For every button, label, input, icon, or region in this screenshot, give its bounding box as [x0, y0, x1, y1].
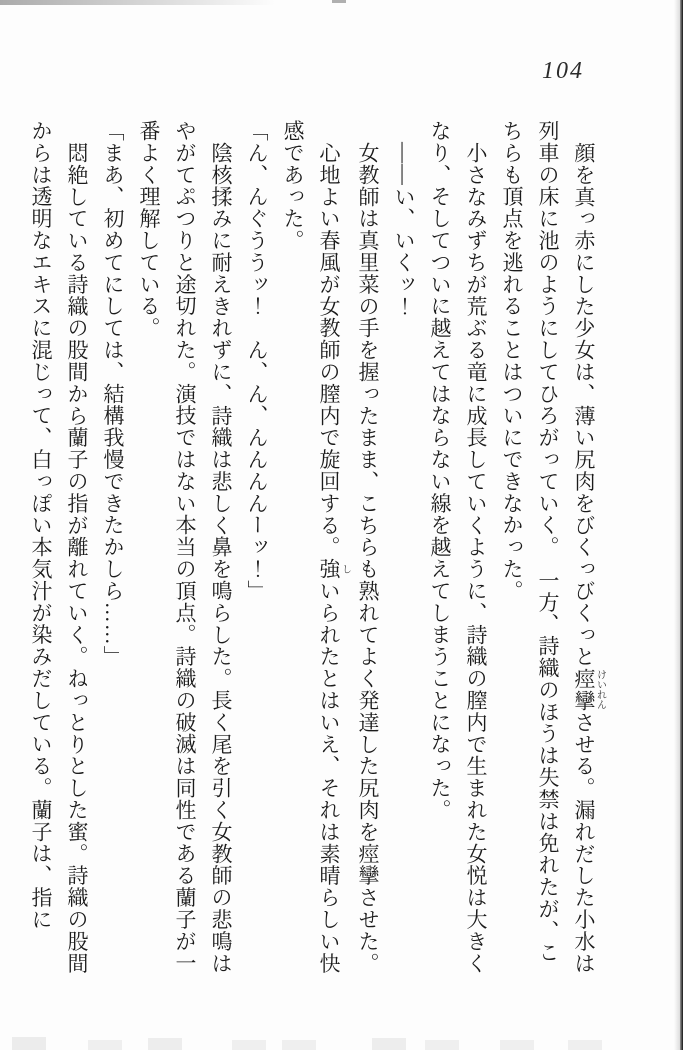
paragraph: 心地よい春風が女教師の膣内で旋回する。強しいられたとはいえ、それは素晴らしい快感であった。 — [281, 120, 351, 975]
ruby-annotated-word: 痙攣けいれん — [572, 667, 606, 712]
paragraph: 顔を真っ赤にした少女は、薄い尻肉をびくっびくっと痙攣けいれんさせる。漏れだした小水は列車の床に池のようにしてひろがっていく。 一方、詩織のほうは失禁は免れたが、こちらも頂点を逃れることはついにできなかった。 — [500, 120, 606, 975]
scan-speck-top — [332, 0, 346, 3]
paragraph: ――い、いくッ！ — [392, 142, 416, 318]
paragraph: 「まあ、初めてにしては、結構我慢できたかしら……」 — [101, 120, 125, 668]
paragraph: 女教師は真里菜の手を握ったまま、こちらも熟れてよく発達した尻肉を痙攣させた。 — [356, 142, 380, 975]
scan-smudge-top — [0, 0, 275, 5]
ruby-annotated-word: 強し — [317, 558, 351, 581]
scan-ghost-text-bottom — [0, 1036, 683, 1050]
paragraph: 陰核揉みに耐えきれずに、詩織は悲しく鼻を鳴らした。長く尾を引く女教師の悲鳴はやがてぷつりと途切れた。演技ではない本当の頂点。詩織の破滅は同性である蘭子が一番よく理解している。 — [137, 120, 233, 975]
page-number: 104 — [542, 58, 584, 84]
vertical-text-block — [23, 120, 605, 976]
paragraph: 悶絶している詩織の股間から蘭子の指が離れていく。ねっとりとした蜜。詩織の股間からは透明なエキスに混じって、白っぽい本気汁が染みだしている。蘭子は、指に — [29, 120, 89, 975]
paragraph: 小さなみずちが荒ぶる竜に成長していくように、詩織の膣内で生まれた女悦は大きくなり、そしてついに越えてはならない線を越えてしまうことになった。 — [428, 120, 488, 975]
paragraph: 「ん、んぐううッ！ ん、ん、んんんんーッ！」 — [245, 120, 269, 602]
